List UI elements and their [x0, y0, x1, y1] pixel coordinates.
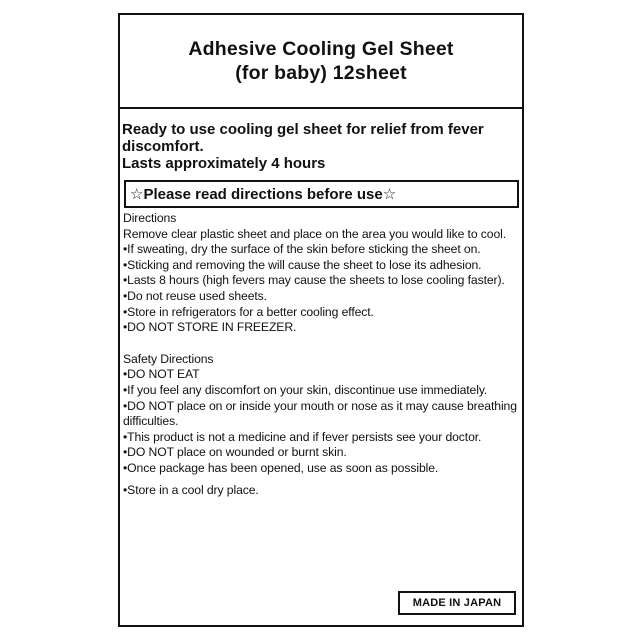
directions-item: Remove clear plastic sheet and place on the area you would like to cool.	[123, 226, 507, 241]
product-title-line-1: Adhesive Cooling Gel Sheet	[188, 38, 454, 60]
product-label	[118, 13, 524, 627]
intro-description: Ready to use cooling gel sheet for relief from fever discomfort.	[122, 121, 484, 155]
directions-item: •Lasts 8 hours (high fevers may cause the sheets to lose cooling faster).	[123, 273, 505, 288]
directions-item: •If sweating, dry the surface of the skin before sticking the sheet on.	[123, 242, 481, 257]
directions-item: •Do not reuse used sheets.	[123, 288, 267, 303]
directions-item: •Sticking and removing the will cause the sheet to lose its adhesion.	[123, 257, 482, 272]
intro-text	[120, 109, 522, 172]
directions-item: •Store in refrigerators for a better cooling effect.	[123, 304, 374, 319]
safety-item: •Store in a cool dry place.	[123, 482, 259, 497]
directions-section	[120, 208, 522, 498]
safety-item: •This product is not a medicine and if fever persists see your doctor.	[123, 429, 482, 444]
safety-item: •DO NOT EAT	[123, 367, 200, 382]
title-box	[120, 15, 522, 109]
directions-item: •DO NOT STORE IN FREEZER.	[123, 320, 297, 335]
safety-item: •Once package has been opened, use as soon as possible.	[123, 460, 439, 475]
safety-item: •DO NOT place on or inside your mouth or nose as it may cause breathing difficulties.	[123, 398, 517, 429]
read-directions-notice: ☆Please read directions before use☆	[124, 180, 519, 208]
made-in-badge: MADE IN JAPAN	[398, 591, 516, 615]
section-spacer	[123, 336, 519, 352]
safety-item: •DO NOT place on wounded or burnt skin.	[123, 445, 347, 460]
directions-heading: Directions	[123, 211, 177, 225]
safety-item: •If you feel any discomfort on your skin, discontinue use immediately.	[123, 382, 488, 397]
intro-duration: Lasts approximately 4 hours	[122, 155, 326, 172]
product-title-line-2: (for baby) 12sheet	[235, 62, 407, 84]
safety-heading: Safety Directions	[123, 351, 214, 366]
